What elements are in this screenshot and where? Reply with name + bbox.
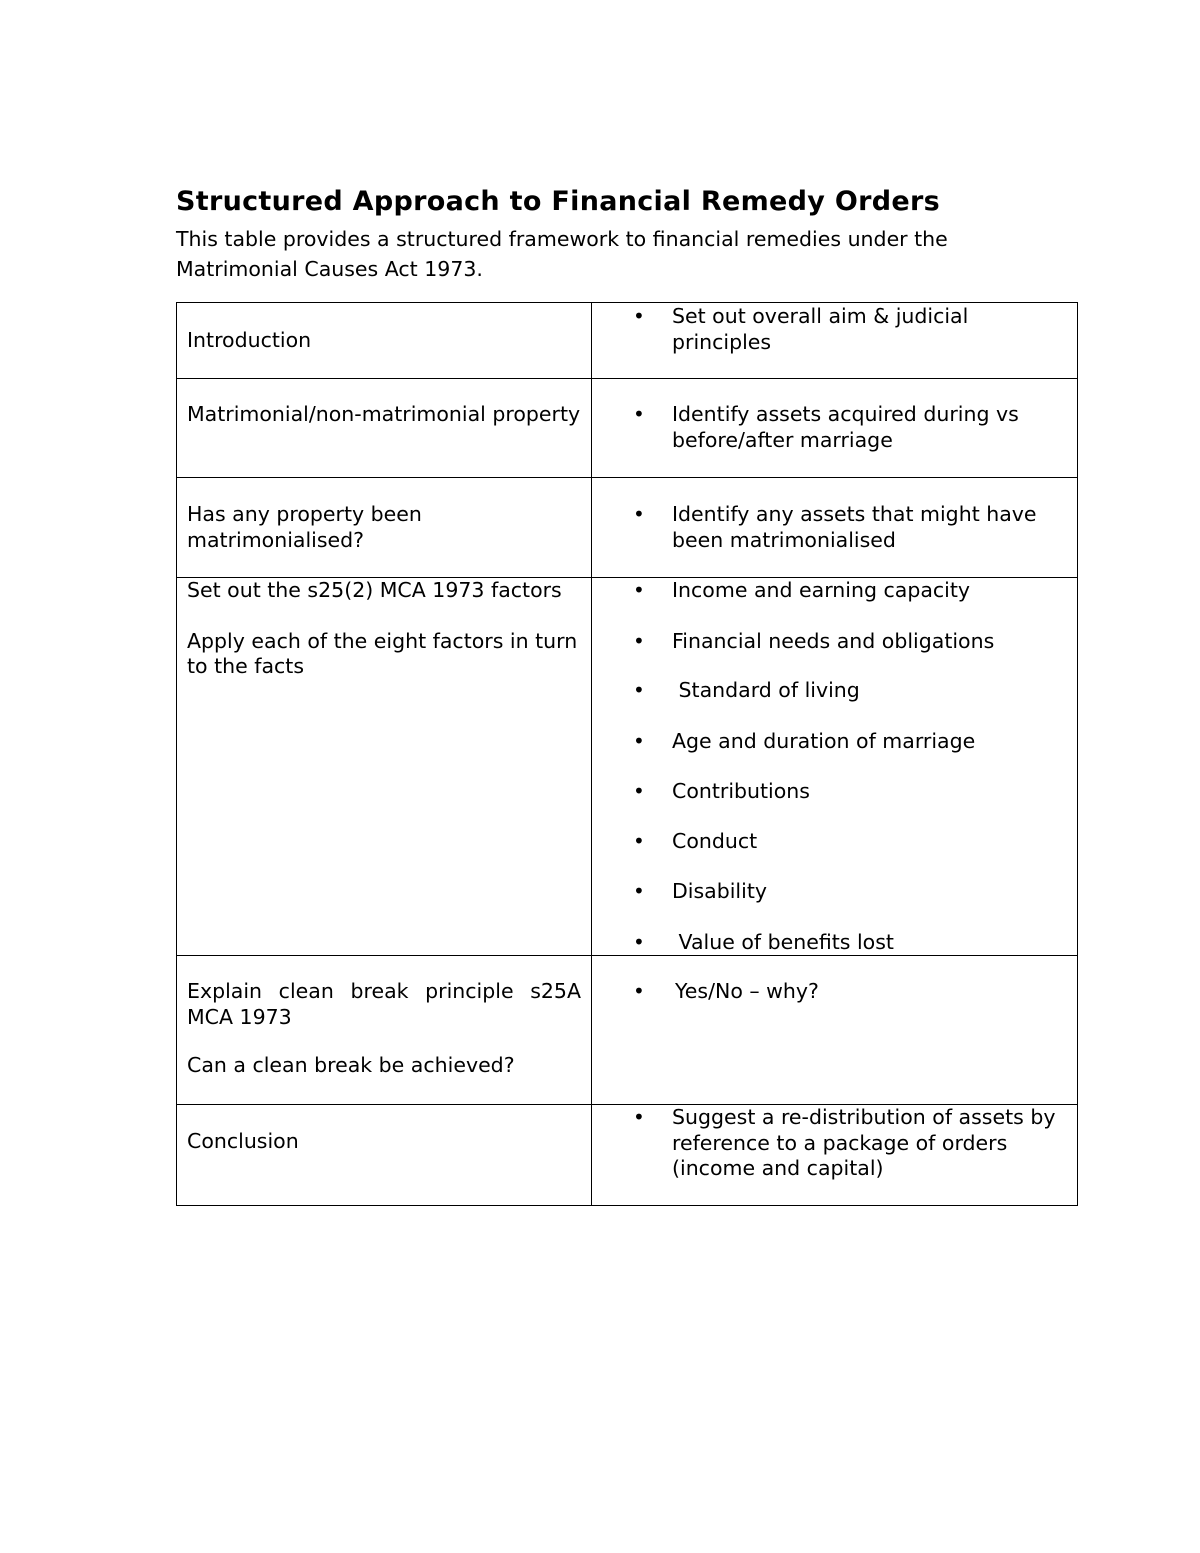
- row-label: Explain clean break principle s25A: [187, 979, 581, 1003]
- row-content-cell: [592, 478, 1078, 578]
- bullet-item: • Disability: [592, 879, 1067, 905]
- intro-paragraph: This table provides a structured framework to financial remedies under the Matrimonial Causes Act 1973.: [176, 227, 948, 281]
- row-label: Has any property been matrimonialised?: [187, 502, 422, 552]
- row-label-question: Can a clean break be achieved?: [187, 1053, 515, 1077]
- row-label-cell: [177, 1105, 592, 1206]
- row-label: Matrimonial/non-matrimonial property: [187, 402, 581, 426]
- row-label-cell: [177, 379, 592, 478]
- bullet-list: [592, 979, 1067, 1005]
- bullet-item: • Age and duration of marriage: [592, 729, 1067, 755]
- row-content-cell: [592, 379, 1078, 478]
- table-row-matrimonialised: [177, 478, 1078, 578]
- bullet-list: [592, 578, 1067, 955]
- row-label-cell: [177, 578, 592, 956]
- bullet-list: [592, 304, 1067, 355]
- bullet-item: • Value of benefits lost: [592, 930, 1067, 956]
- bullet-item: • Yes/No – why?: [592, 979, 1067, 1005]
- bullet-item: • Contributions: [592, 779, 1067, 805]
- bullet-item: • Financial needs and obligations: [592, 629, 1067, 655]
- bullet-item: • Conduct: [592, 829, 1067, 855]
- table-row-clean-break: [177, 956, 1078, 1105]
- row-label-continued: MCA 1973: [187, 1004, 292, 1029]
- table-row-introduction: [177, 303, 1078, 379]
- row-label: Set out the s25(2) MCA 1973 factors: [187, 578, 562, 602]
- table-row-s25-factors: [177, 578, 1078, 956]
- bullet-item: • Identify any assets that might have been matrimonialised: [592, 502, 1067, 553]
- bullet-item: • Standard of living: [592, 678, 1067, 704]
- bullet-list: [592, 502, 1067, 553]
- table-row-conclusion: [177, 1105, 1078, 1206]
- document-title: Structured Approach to Financial Remedy Orders: [176, 186, 940, 217]
- row-label-cell: [177, 478, 592, 578]
- bullet-item: • Suggest a re-distribution of assets by reference to a package of orders (income and capital): [592, 1105, 1067, 1182]
- row-label-cell: [177, 303, 592, 379]
- row-label-secondary: Apply each of the eight factors in turn to the facts: [187, 628, 578, 678]
- table-row-matrimonial-property: [177, 379, 1078, 478]
- bullet-list: [592, 1105, 1067, 1182]
- row-content-cell: [592, 1105, 1078, 1206]
- row-label: Conclusion: [187, 1129, 299, 1153]
- bullet-item: • Income and earning capacity: [592, 578, 1067, 604]
- row-label: Introduction: [187, 327, 312, 352]
- row-label-cell: [177, 956, 592, 1105]
- row-content-cell: [592, 956, 1078, 1105]
- bullet-item: • Identify assets acquired during vs before/after marriage: [592, 402, 1067, 453]
- bullet-list: [592, 402, 1067, 453]
- row-content-cell: [592, 303, 1078, 379]
- row-content-cell: [592, 578, 1078, 956]
- bullet-item: • Set out overall aim & judicial principles: [592, 304, 1067, 355]
- framework-table: [176, 302, 1078, 1206]
